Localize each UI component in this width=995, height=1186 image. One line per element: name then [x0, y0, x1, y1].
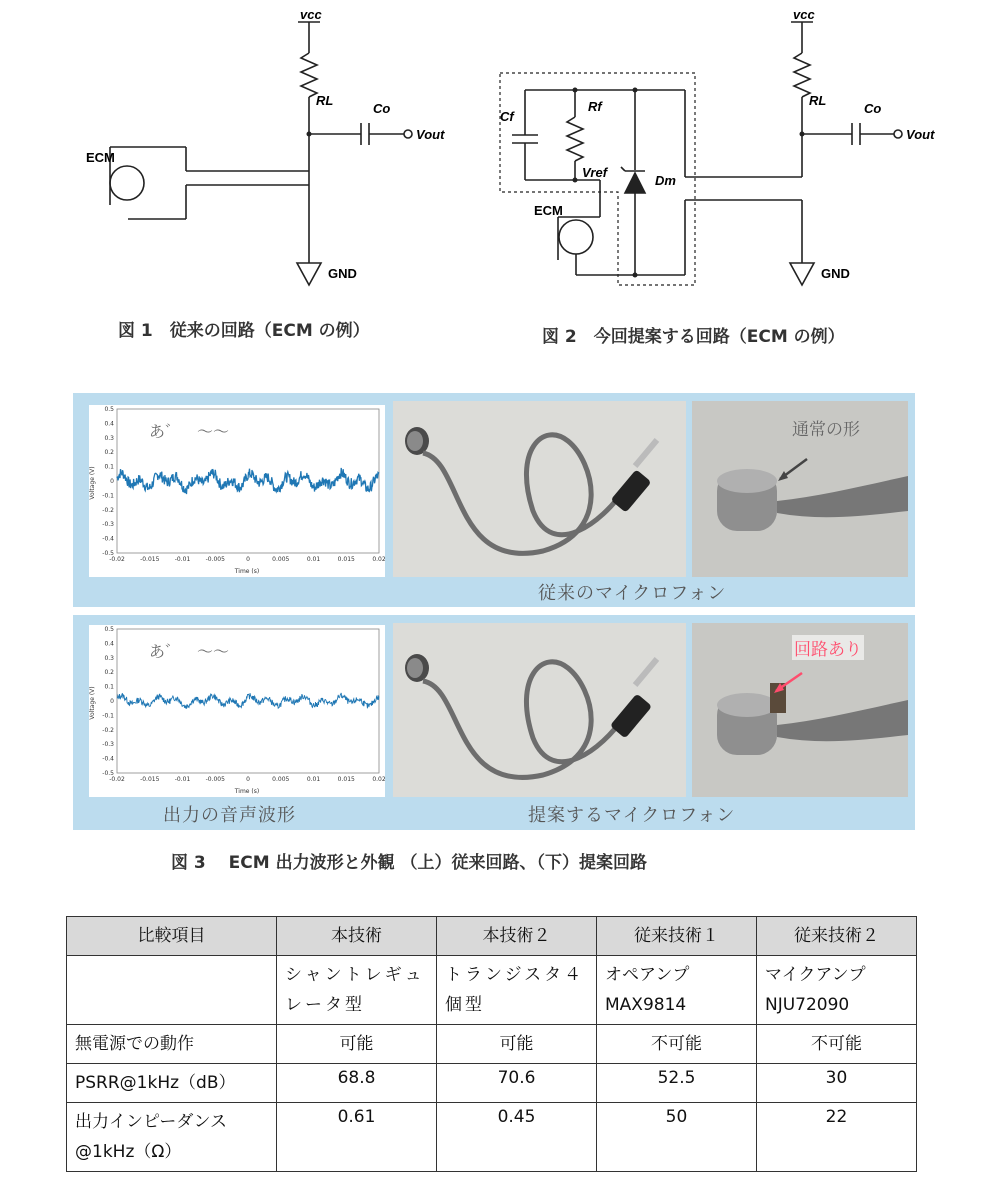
- table-row: [67, 956, 917, 1025]
- table-cell: 50: [597, 1103, 757, 1172]
- x-tick-label: 0.01: [306, 776, 321, 783]
- table-cell: シャントレギュレータ型: [277, 956, 437, 1025]
- table-cell: 可能: [437, 1025, 597, 1064]
- y-tick-label: 0.3: [104, 434, 114, 442]
- ylabel-bottom: Voltage (V): [89, 686, 96, 720]
- comparison-table: [66, 916, 917, 1172]
- ylabel-top: Voltage (V): [89, 466, 96, 500]
- waveform-svg-bottom: [89, 625, 385, 797]
- y-tick-label: 0.1: [104, 463, 114, 471]
- y-tick-label: 0.3: [104, 654, 114, 662]
- photo-annotation-conventional: 通常の形: [792, 420, 860, 440]
- y-tick-label: 0.5: [104, 626, 114, 633]
- photo-annotation-proposed: 回路あり: [792, 635, 864, 660]
- figure2-caption: 図 2 今回提案する回路（ECM の例）: [542, 327, 845, 347]
- table-cell: 70.6: [437, 1064, 597, 1103]
- x-tick-label: -0.02: [109, 556, 125, 563]
- vout-label-2: Vout: [906, 127, 935, 142]
- x-tick-label: -0.02: [109, 776, 125, 783]
- plot-overlay-top: あ゛ ～～: [149, 422, 230, 441]
- x-tick-label: 0.015: [337, 776, 355, 783]
- microphone-closeup-conventional: [692, 401, 908, 577]
- y-tick-label: -0.2: [102, 506, 114, 514]
- x-tick-label: -0.005: [205, 556, 225, 563]
- y-tick-label: 0.1: [104, 683, 114, 691]
- x-tick-label: 0.015: [337, 556, 355, 563]
- table-cell: 無電源での動作: [67, 1025, 277, 1064]
- table-row: [67, 1025, 917, 1064]
- rl-label-2: RL: [809, 93, 827, 108]
- plot-overlay-bottom: あ゛ ～～: [149, 642, 230, 661]
- table-header-cell: 比較項目: [67, 917, 277, 956]
- microphone-photo-conventional: [393, 401, 686, 577]
- y-tick-label: -0.2: [102, 726, 114, 734]
- y-tick-label: -0.5: [102, 550, 114, 557]
- table-cell: 0.45: [437, 1103, 597, 1172]
- x-tick-label: 0: [246, 556, 250, 563]
- y-tick-label: -0.3: [102, 741, 114, 749]
- x-tick-label: 0.01: [306, 556, 321, 563]
- table-header-cell: 本技術: [277, 917, 437, 956]
- waveform-plot-top: [89, 405, 385, 577]
- table-cell: 可能: [277, 1025, 437, 1064]
- y-tick-label: 0: [110, 478, 114, 485]
- gnd-label: GND: [328, 266, 357, 281]
- figure3-top-panel: [73, 393, 915, 607]
- table-header-row: [67, 917, 917, 956]
- table-cell: [67, 956, 277, 1025]
- photo-caption-conventional: 従来のマイクロフォン: [538, 583, 727, 604]
- table-row: [67, 1064, 917, 1103]
- x-tick-label: 0.005: [272, 556, 290, 563]
- y-tick-label: 0.5: [104, 406, 114, 413]
- figure2-circuit: [490, 5, 990, 305]
- co-label-2: Co: [864, 101, 882, 116]
- x-tick-label: 0.02: [372, 776, 385, 783]
- vout-label: Vout: [416, 127, 445, 142]
- rl-label: RL: [316, 93, 334, 108]
- cf-label: Cf: [500, 109, 514, 124]
- table-cell: トランジスタ４個型: [437, 956, 597, 1025]
- figure3-bottom-panel: [73, 615, 915, 830]
- x-tick-label: 0.005: [272, 776, 290, 783]
- vcc-label: vcc: [300, 7, 322, 22]
- table-cell: 68.8: [277, 1064, 437, 1103]
- y-tick-label: -0.3: [102, 521, 114, 529]
- figure1-caption: 図 1 従来の回路（ECM の例）: [118, 321, 370, 341]
- vcc-label-2: vcc: [793, 7, 815, 22]
- table-cell: 不可能: [597, 1025, 757, 1064]
- table-row: [67, 1103, 917, 1172]
- table-header-cell: 従来技術１: [597, 917, 757, 956]
- rf-label: Rf: [588, 99, 602, 114]
- table-cell: 30: [757, 1064, 917, 1103]
- microphone-closeup-proposed: [692, 623, 908, 797]
- y-tick-label: 0.4: [104, 420, 114, 428]
- left-caption-proposed: 出力の音声波形: [163, 805, 296, 826]
- x-tick-label: -0.005: [205, 776, 225, 783]
- x-tick-label: -0.01: [174, 776, 191, 783]
- y-tick-label: -0.1: [102, 712, 114, 720]
- y-tick-label: 0.2: [104, 669, 114, 677]
- gnd-label-2: GND: [821, 266, 850, 281]
- table-cell: 0.61: [277, 1103, 437, 1172]
- table-cell: オペアンプ MAX9814: [597, 956, 757, 1025]
- waveform-svg-top: [89, 405, 385, 577]
- table-cell: 22: [757, 1103, 917, 1172]
- waveform-plot-bottom: [89, 625, 385, 797]
- ecm-label-2: ECM: [534, 203, 563, 218]
- y-tick-label: 0.4: [104, 640, 114, 648]
- x-tick-label: 0.02: [372, 556, 385, 563]
- dm-label: Dm: [655, 173, 676, 188]
- y-tick-label: 0: [110, 698, 114, 705]
- figure1-circuit: [80, 5, 480, 295]
- photo-caption-proposed: 提案するマイクロフォン: [528, 805, 736, 826]
- table-cell: マイクアンプ NJU72090: [757, 956, 917, 1025]
- table-header-cell: 従来技術２: [757, 917, 917, 956]
- microphone-photo-proposed: [393, 623, 686, 797]
- table-cell: 出力インピーダンス@1kHz（Ω）: [67, 1103, 277, 1172]
- xlabel-top: Time (s): [234, 568, 260, 575]
- x-tick-label: -0.01: [174, 556, 191, 563]
- y-tick-label: -0.5: [102, 770, 114, 777]
- y-tick-label: -0.4: [102, 535, 114, 543]
- table-header-cell: 本技術２: [437, 917, 597, 956]
- figure3-caption: 図 3 ECM 出力波形と外観 （上）従来回路、（下）提案回路: [171, 853, 648, 873]
- x-tick-label: -0.015: [140, 776, 160, 783]
- ecm-label: ECM: [86, 150, 115, 165]
- table-cell: 不可能: [757, 1025, 917, 1064]
- xlabel-bottom: Time (s): [234, 788, 260, 795]
- y-tick-label: -0.1: [102, 492, 114, 500]
- vref-label: Vref: [582, 165, 608, 180]
- y-tick-label: -0.4: [102, 755, 114, 763]
- y-tick-label: 0.2: [104, 449, 114, 457]
- co-label: Co: [373, 101, 391, 116]
- table-cell: 52.5: [597, 1064, 757, 1103]
- x-tick-label: 0: [246, 776, 250, 783]
- table-cell: PSRR@1kHz（dB）: [67, 1064, 277, 1103]
- x-tick-label: -0.015: [140, 556, 160, 563]
